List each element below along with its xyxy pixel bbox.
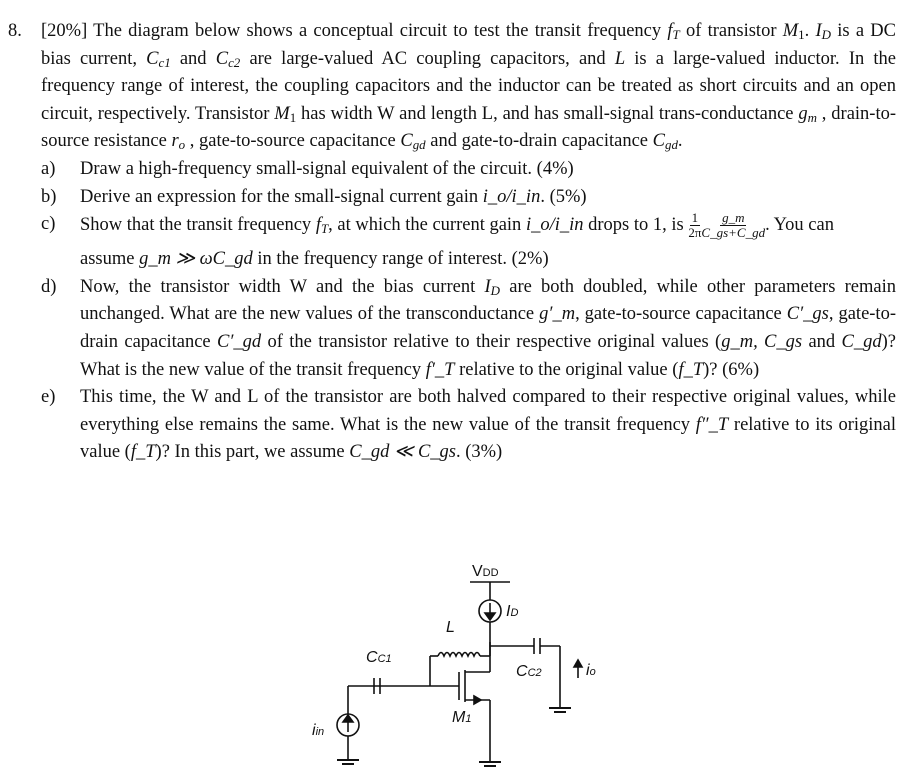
question-number: 8. [8,21,22,41]
inductor-label: L [446,619,455,636]
io-label: io [586,662,596,679]
part-b: b) Derive an expression for the small-signal current gain i_o/i_in. (5%) [41,186,587,207]
cc1-label: CC1 [366,649,392,666]
part-c: c) Show that the transit frequency $f_T$, at which the current gain i_o/i_in drops to 1, is $\frac{1}{2\pi}$ $\frac{g\_m}{C\_gs+C\_gd}$ . You can assume g_m ≫ ωC_gd in the frequency range of interest. (2%) [41,210,834,270]
input-current-source [337,714,359,736]
fraction-gm-over-c: $\frac{g\_m}{C\_gs+C\_gd}$ [701,210,766,241]
sub-questions [41,156,896,467]
question-8 [8,18,896,467]
id-label: ID [506,603,519,620]
question-stem: [20%] The diagram below shows a conceptual circuit to test the transit frequency $f_T$ of transistor $M_1$. $I_D$ is a DC bias current, $C_{c1}$ and $C_{c2}$ are large-valued AC coupling capacitors, and L is a large-valued inductor. In the frequency range of interest, the coupling capacitors and the inductor can be treated as short circuits and an open circuit, respectively. Transistor $M_1$ has width W and length L, and has small-signal trans-conductance $g_m$ , drain-to-source resistance $r_o$ , gate-to-source capacitance $C_{gd}$ and gate-to-drain capacitance $C_{gd}$. [41,21,897,153]
iin-label: iin [312,722,325,739]
inductor-coil [438,653,480,657]
part-a: a) Draw a high-frequency small-signal equivalent of the circuit. (4%) [41,158,574,179]
part-e: e) This time, the W and L of the transistor are both halved compared to their respective original values, while everything else remains the same. What is the new value of the transit frequency f″_T relative to its original value (f_T)? In this part, we assume C_gd ≪ C_gs. (3%) [41,387,897,463]
part-d: d) Now, the transistor width W and the bias current $I_D$ are both doubled, while other parameters remain unchanged. What are the new values of the transconductance g′_m, gate-to-source capacitance C′_gs, gate-to-drain capacitance C′_gd of the transistor relative to their respective original values (g_m, C_gs and C_gd)? What is the new value of the transit frequency f′_T relative to the original value (f_T)? (6%) [41,276,896,380]
current-gain-ratio: i_o/i_in [482,186,541,207]
ground-symbols [337,708,571,766]
m1-label: M1 [452,709,472,726]
question-weight: [20%] [41,21,88,41]
fraction-one-over-two-pi: $\frac{1}{2\pi}$ [688,210,702,241]
cc2-label: CC2 [516,663,542,680]
vdd-label: VDD [472,563,499,580]
output-current-arrow [574,660,582,667]
bias-current-source [479,600,501,622]
